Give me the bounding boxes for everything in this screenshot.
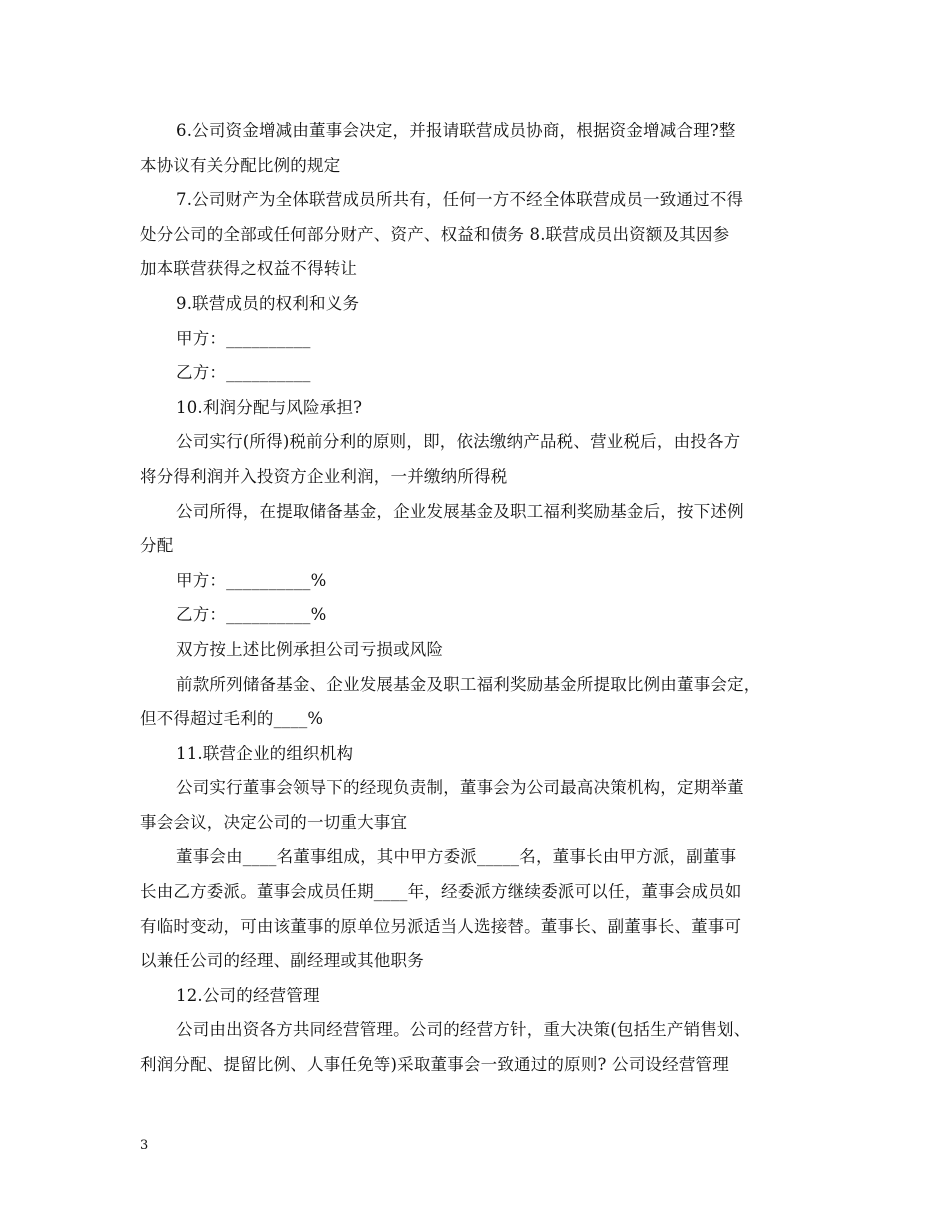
text-line: 公司所得，在提取储备基金，企业发展基金及职工福利奖励基金后，按下述例: [176, 501, 744, 521]
document-body: [140, 114, 812, 1083]
text-line: 长由乙方委派。董事会成员任期____年，经委派方继续委派可以任，董事会成员如: [140, 882, 742, 902]
text-line: 但不得超过毛利的____%: [140, 709, 324, 729]
text-line: 乙方：__________: [176, 363, 311, 383]
text-line: 事会会议，决定公司的一切重大事宜: [140, 812, 408, 832]
text-line: 7.公司财产为全体联营成员所共有，任何一方不经全体联营成员一致通过不得: [176, 190, 744, 210]
text-line: 处分公司的全部或任何部分财产、资产、权益和债务 8.联营成员出资额及其因参: [140, 224, 730, 244]
section-heading: 12.公司的经营管理: [176, 985, 320, 1005]
text-line: 乙方：__________%: [176, 605, 327, 625]
text-line: 甲方：__________%: [176, 570, 327, 590]
text-line: 以兼任公司的经理、副经理或其他职务: [140, 951, 424, 971]
text-line: 公司由出资各方共同经营管理。公司的经营方针，重大决策(包括生产销售划、: [176, 1020, 751, 1040]
text-line: 有临时变动，可由该董事的原单位另派适当人选接替。董事长、副董事长、董事可: [140, 916, 742, 936]
text-line: 公司实行董事会领导下的经现负责制，董事会为公司最高决策机构，定期举董: [176, 778, 744, 798]
section-heading: 9.联营成员的权利和义务: [176, 293, 360, 313]
text-line: 6.公司资金增减由董事会决定，并报请联营成员协商，根据资金增减合理?整: [176, 121, 736, 140]
text-line: 将分得利润并入投资方企业利润，一并缴纳所得税: [140, 466, 508, 486]
text-line: 公司实行(所得)税前分利的原则，即，依法缴纳产品税、营业税后，由投各方: [176, 432, 741, 452]
section-heading: 11.联营企业的组织机构: [176, 743, 354, 763]
text-line: 本协议有关分配比例的规定: [140, 155, 341, 175]
section-heading: 10.利润分配与风险承担?: [176, 397, 363, 417]
text-line: 利润分配、提留比例、人事任免等)采取董事会一致通过的原则? 公司设经营管理: [140, 1055, 729, 1075]
text-line: 加本联营获得之权益不得转让: [140, 259, 358, 279]
text-line: 双方按上述比例承担公司亏损或风险: [176, 639, 444, 659]
text-line: 前款所列储备基金、企业发展基金及职工福利奖励基金所提取比例由董事会定，: [176, 674, 761, 694]
text-line: 分配: [140, 536, 174, 556]
text-line: 甲方：__________: [176, 328, 311, 348]
page-number: 3: [140, 1138, 149, 1153]
text-line: 董事会由____名董事组成，其中甲方委派_____名，董事长由甲方派，副董事: [176, 847, 737, 867]
